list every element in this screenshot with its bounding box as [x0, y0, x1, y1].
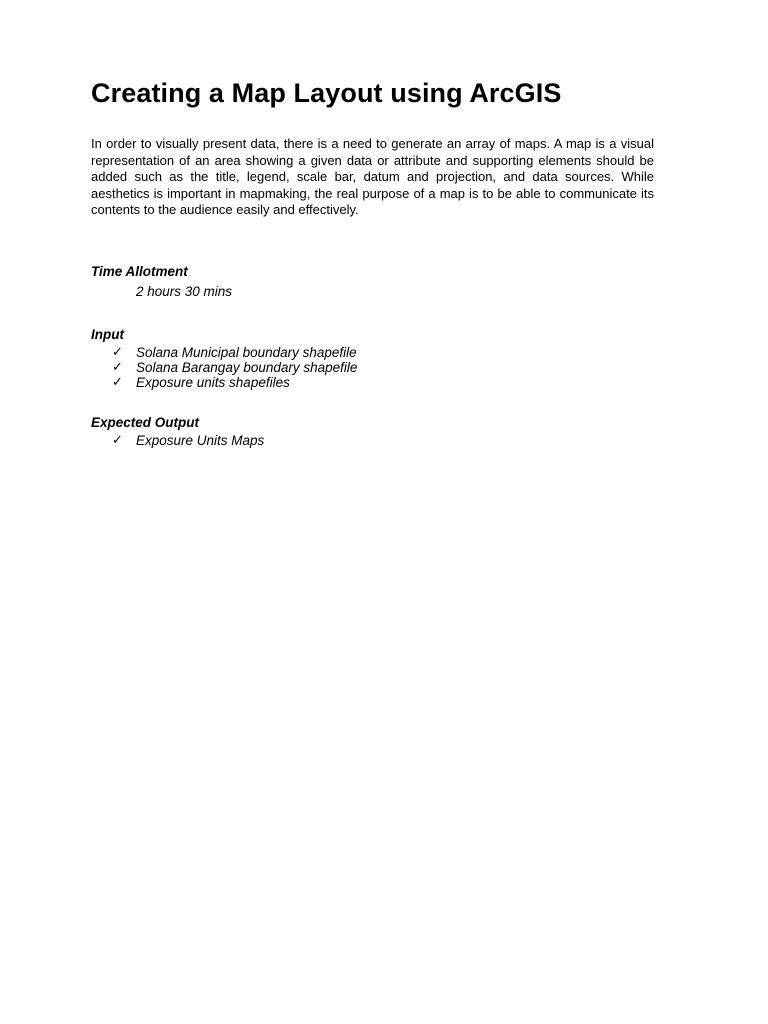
list-item-label: Exposure units shapefiles — [136, 375, 290, 390]
list-item — [91, 433, 654, 448]
input-heading: Input — [91, 327, 124, 342]
input-section — [91, 326, 654, 390]
expected-output-section — [91, 414, 654, 448]
page-title: Creating a Map Layout using ArcGIS — [91, 78, 562, 108]
list-item — [91, 375, 654, 390]
check-icon: ✓ — [112, 345, 123, 360]
list-item — [91, 345, 654, 360]
list-item-label: Solana Barangay boundary shapefile — [136, 360, 358, 375]
time-allotment-section — [91, 263, 654, 301]
document-page — [91, 76, 654, 448]
check-icon: ✓ — [112, 375, 123, 390]
check-icon: ✓ — [112, 360, 123, 375]
list-item — [91, 360, 654, 375]
time-allotment-value: 2 hours 30 mins — [136, 284, 233, 299]
expected-output-heading: Expected Output — [91, 415, 200, 430]
list-item-label: Exposure Units Maps — [136, 433, 265, 448]
list-item-label: Solana Municipal boundary shapefile — [136, 345, 357, 360]
time-allotment-heading: Time Allotment — [91, 264, 188, 279]
intro-paragraph: In order to visually present data, there is a need to generate an array of maps. A map is a visual representation of an area showing a given data or attribute and supporting elements should be added such as the title, legend, scale bar, datum and projection, and data sources. While aesthetics is important in mapmaking, the real purpose of a map is to be able to communicate its contents to the audience easily and effectively. — [91, 136, 654, 218]
expected-output-list — [91, 433, 654, 448]
check-icon: ✓ — [112, 433, 123, 448]
input-list — [91, 345, 654, 390]
